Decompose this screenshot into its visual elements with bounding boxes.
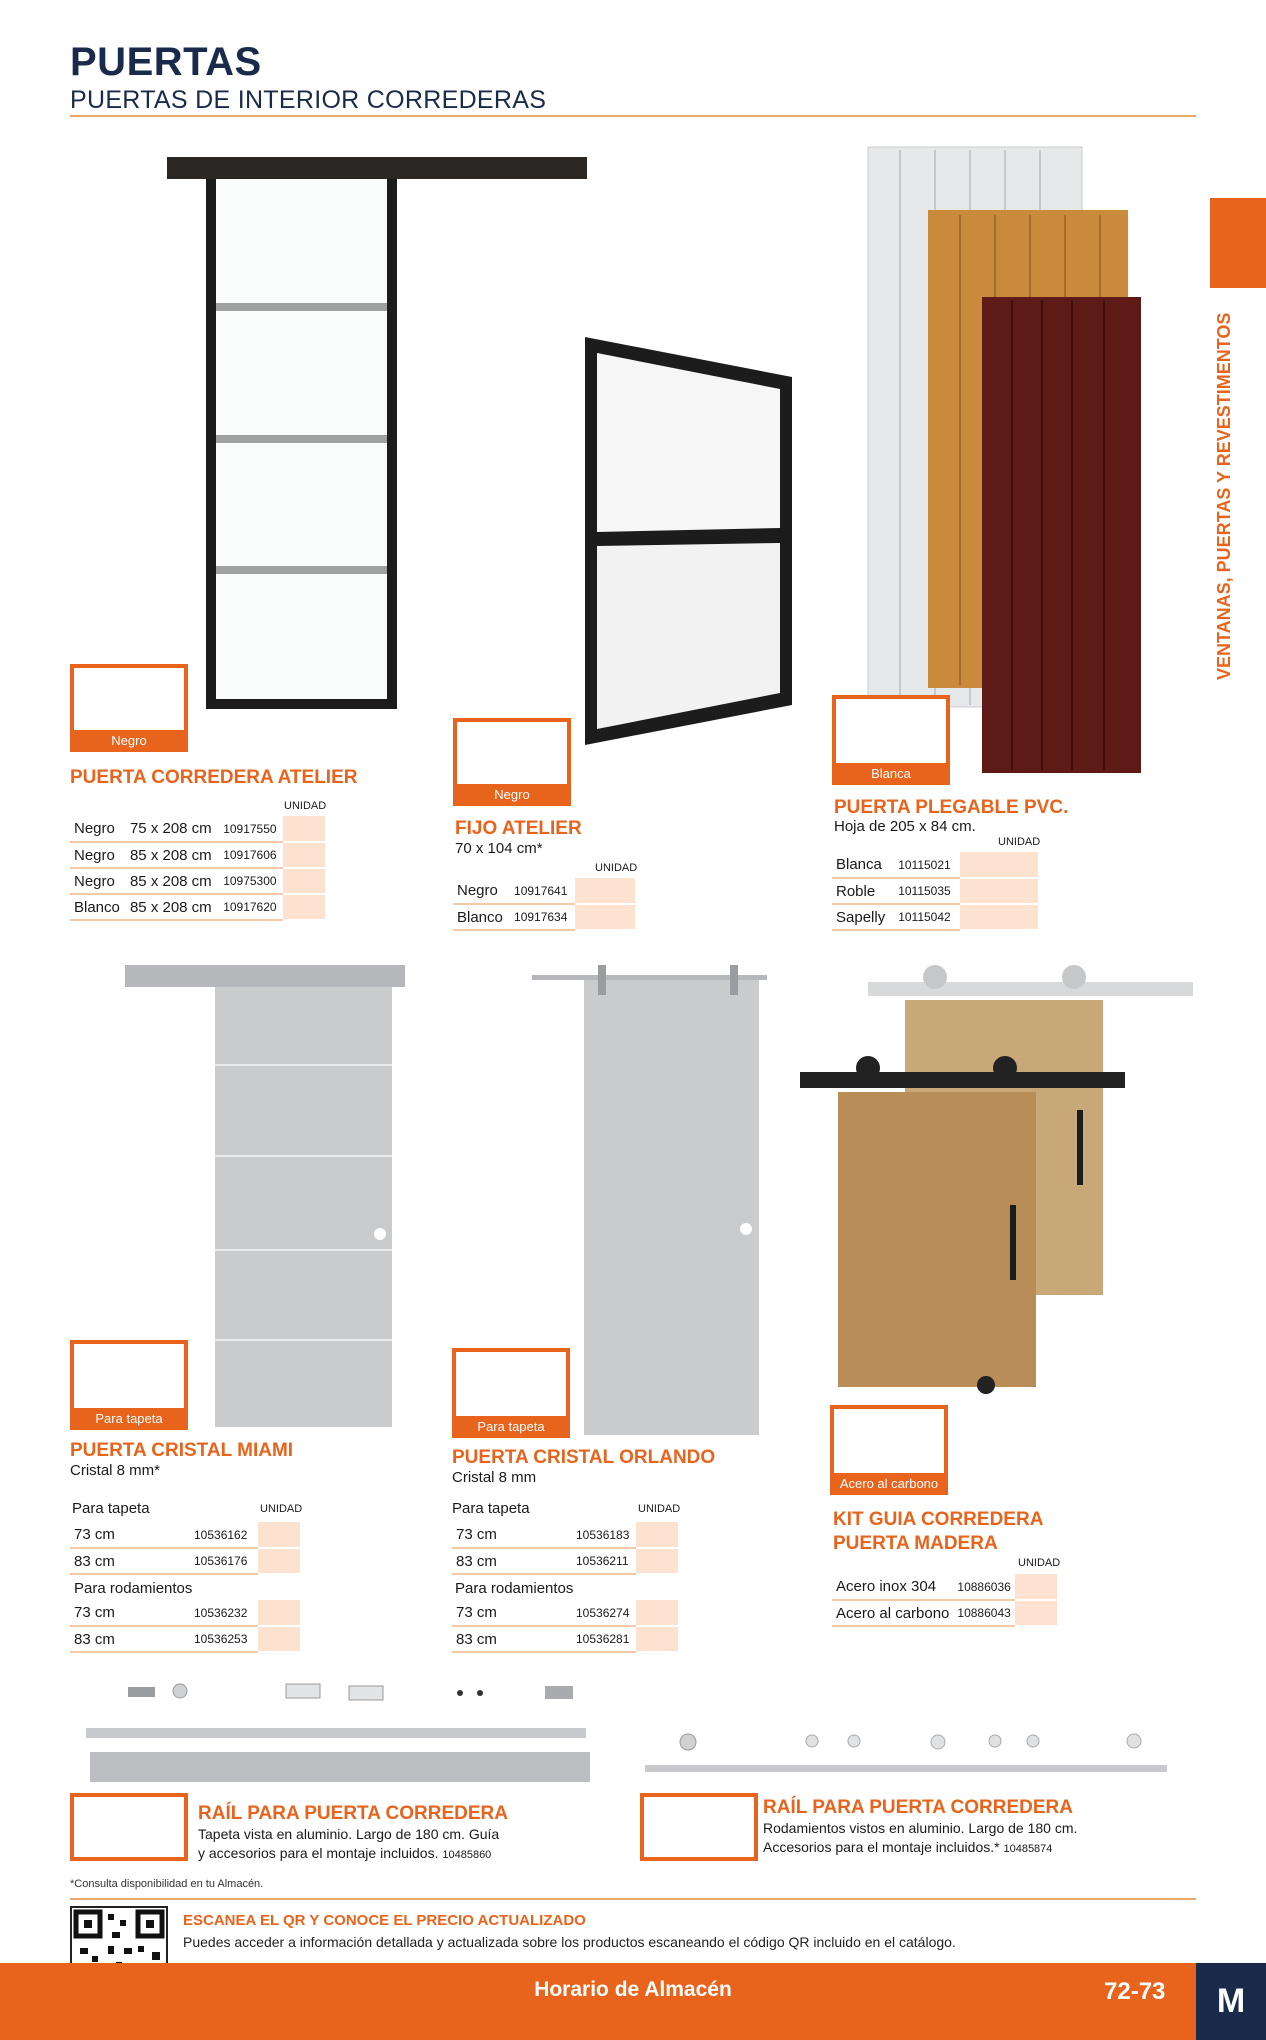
atelier-spec-table [70,816,325,921]
rail1-price-box [70,1793,188,1861]
orlando-name: PUERTA CRISTAL ORLANDO [452,1447,716,1468]
table-row: Blanco 10917634 [453,904,635,930]
orlando-variant-tag: Para tapeta [452,1416,570,1438]
miami-glass: Cristal 8 mm* [70,1462,161,1479]
page-subtitle: PUERTAS DE INTERIOR CORREDERAS [70,86,547,114]
rail1-desc-line1: Tapeta vista en aluminio. Largo de 180 cm. Guía [198,1826,500,1842]
rail1-code: 10485860 [442,1849,492,1861]
table-row: 83 cm 10536211 [452,1548,678,1574]
footer-divider [70,1898,1196,1900]
table-row: 73 cm 10536162 [70,1522,300,1548]
qr-description: Puedes acceder a información detallada y actualizada sobre los productos escaneando el código QR incluido en el catálogo. [183,1934,956,1950]
kit-name-line2: PUERTA MADERA [833,1533,998,1554]
brand-logo: M [1196,1963,1266,2040]
miami-group1-label: Para tapeta [72,1500,150,1517]
price-placeholder [283,894,325,920]
table-row: Negro 75 x 208 cm 10917550 [70,816,325,842]
miami-variant-tag: Para tapeta [70,1408,188,1430]
kit-variant-tag: Acero al carbono [830,1473,948,1495]
orlando-group1-label: Para tapeta [452,1500,530,1517]
table-row: Blanco 85 x 208 cm 10917620 [70,894,325,920]
rail1-image [86,1684,590,1782]
table-row: Acero al carbono 10886043 [832,1600,1057,1626]
price-placeholder [636,1548,678,1574]
miami-spec-table-2 [70,1600,300,1653]
orlando-spec-table-2 [452,1600,678,1653]
rail2-desc-line1: Rodamientos vistos en aluminio. Largo de 180 cm. [763,1820,1078,1836]
table-row: 73 cm 10536232 [70,1600,300,1626]
price-placeholder [636,1522,678,1548]
plegable-variant-tag: Blanca [832,763,950,785]
store-hours-link[interactable]: Horario de Almacén [534,1978,732,2001]
orlando-group2-label: Para rodamientos [455,1580,574,1597]
price-placeholder [258,1626,300,1652]
fijo-name: FIJO ATELIER [455,818,582,839]
kit-guia-image [800,965,1193,1394]
price-placeholder [258,1522,300,1548]
kit-unit-header: UNIDAD [1018,1557,1061,1569]
table-row: Acero inox 304 10886036 [832,1574,1057,1600]
rail1-name: RAÍL PARA PUERTA CORREDERA [198,1803,508,1824]
table-row: Blanca 10115021 [832,852,1038,878]
page-title: PUERTAS [70,40,262,84]
price-placeholder [283,868,325,894]
price-placeholder [960,904,1038,930]
price-placeholder [258,1600,300,1626]
price-placeholder [960,852,1038,878]
miami-name: PUERTA CRISTAL MIAMI [70,1440,294,1461]
kit-spec-table [832,1574,1057,1627]
price-placeholder [258,1548,300,1574]
price-placeholder [283,842,325,868]
table-row: 83 cm 10536176 [70,1548,300,1574]
rail1-desc-line2: y accesorios para el montaje incluidos. 10485860 [198,1845,492,1861]
page-number: 72-73 [1104,1978,1166,2005]
price-placeholder [575,878,635,904]
fijo-spec-table [453,878,635,931]
fijo-atelier-image [585,337,792,745]
price-placeholder [283,816,325,842]
atelier-unit-header: UNIDAD [284,800,327,812]
table-row: Roble 10115035 [832,878,1038,904]
rail2-image [645,1734,1167,1772]
rail2-code: 10485874 [1003,1843,1053,1855]
plegable-name: PUERTA PLEGABLE PVC. [834,797,1069,818]
price-placeholder [1015,1574,1057,1600]
kit-name-line1: KIT GUIA CORREDERA [833,1509,1044,1530]
orlando-spec-table-1 [452,1522,678,1575]
section-side-label-text: VENTANAS, PUERTAS Y REVESTIMENTOS [1214,312,1234,680]
plegable-size: Hoja de 205 x 84 cm. [834,818,976,835]
orlando-glass: Cristal 8 mm [452,1469,537,1486]
atelier-name: PUERTA CORREDERA ATELIER [70,767,358,788]
price-placeholder [636,1626,678,1652]
plegable-unit-header: UNIDAD [998,836,1041,848]
atelier-variant-tag: Negro [70,730,188,752]
table-row: Negro 85 x 208 cm 10917606 [70,842,325,868]
table-row: 73 cm 10536183 [452,1522,678,1548]
miami-unit-header: UNIDAD [260,1503,303,1515]
rail2-name: RAÍL PARA PUERTA CORREDERA [763,1797,1073,1818]
fijo-variant-tag: Negro [453,784,571,806]
rail2-desc-line2: Accesorios para el montaje incluidos.* 10485874 [763,1839,1053,1855]
fijo-unit-header: UNIDAD [595,862,638,874]
price-placeholder [1015,1600,1057,1626]
fijo-size: 70 x 104 cm* [455,840,543,857]
table-row: Negro 10917641 [453,878,635,904]
miami-group2-label: Para rodamientos [74,1580,193,1597]
table-row: 73 cm 10536274 [452,1600,678,1626]
table-row: 83 cm 10536253 [70,1626,300,1652]
table-row: 83 cm 10536281 [452,1626,678,1652]
orlando-unit-header: UNIDAD [638,1503,681,1515]
miami-spec-table-1 [70,1522,300,1575]
price-placeholder [636,1600,678,1626]
table-row: Sapelly 10115042 [832,904,1038,930]
rail2-price-box [640,1793,758,1861]
table-row: Negro 85 x 208 cm 10975300 [70,868,325,894]
availability-note: *Consulta disponibilidad en tu Almacén. [70,1878,264,1890]
plegable-door-image [868,147,1141,773]
plegable-spec-table [832,852,1038,931]
atelier-door-image [167,157,587,709]
price-placeholder [960,878,1038,904]
qr-title: ESCANEA EL QR Y CONOCE EL PRECIO ACTUALIZADO [183,1912,586,1929]
price-placeholder [575,904,635,930]
